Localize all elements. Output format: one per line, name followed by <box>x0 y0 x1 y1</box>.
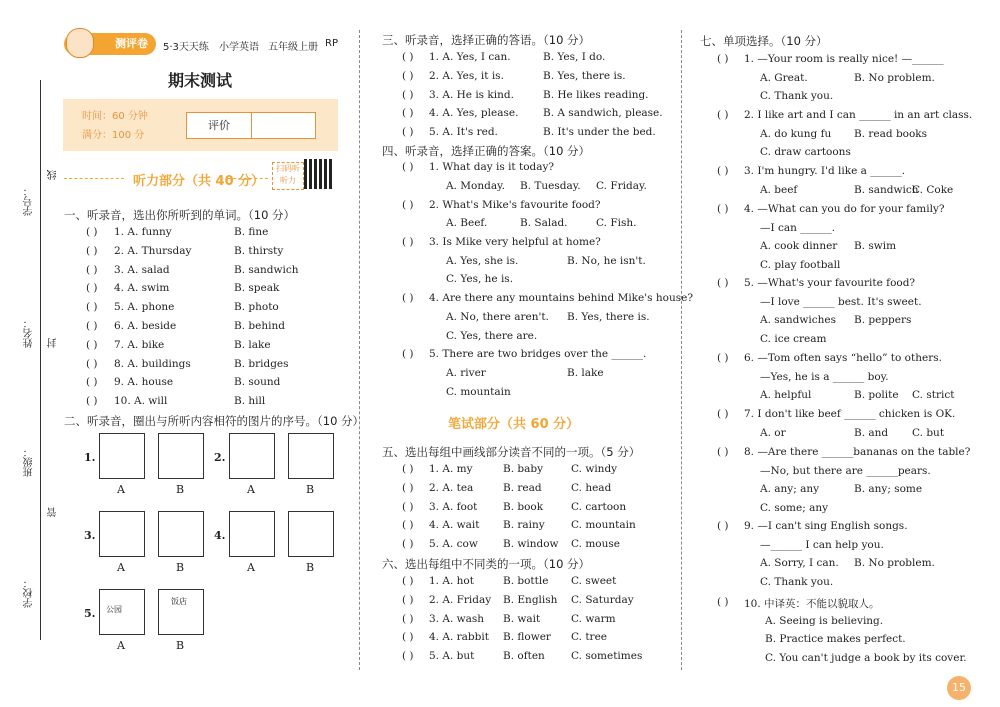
option: A. river <box>446 367 486 379</box>
option-line: C. some; any <box>760 502 829 515</box>
option: C. Yes, there are. <box>446 330 538 342</box>
binding-line <box>40 80 41 640</box>
option: B. Salad. <box>520 217 568 229</box>
option-line: C. You can't judge a book by its cover. <box>765 652 967 665</box>
name-label: 姓名： <box>24 318 35 348</box>
answer-paren[interactable]: ( ) <box>402 575 414 587</box>
page-title: 期末测试 <box>168 71 233 90</box>
question-text: 2. I like art and I can ______ in an art class. <box>744 109 973 121</box>
restaurant-sign: 饭店 <box>171 597 187 606</box>
school-label: 学校： <box>24 578 35 608</box>
option-c: C. warm <box>571 612 616 625</box>
answer-paren[interactable]: ( ) <box>402 481 414 494</box>
option: B. read books <box>854 127 928 140</box>
option: A. helpful <box>760 389 812 402</box>
option-c: C. sometimes <box>571 650 643 663</box>
answer-paren[interactable]: ( ) <box>86 282 98 295</box>
answer-paren[interactable]: ( ) <box>402 650 414 663</box>
restaurant-icon[interactable] <box>158 589 204 635</box>
option-line: A. Seeing is believing. <box>765 614 884 627</box>
option: A. cook dinner <box>760 240 838 253</box>
option-a: 6. A. beside <box>114 320 177 332</box>
header-subject: 小学英语 <box>219 42 259 53</box>
option-c: C. windy <box>571 463 618 475</box>
cut-line-mark: 线 <box>48 170 59 180</box>
option-a: 10. A. will <box>114 395 168 408</box>
answer-paren[interactable]: ( ) <box>402 519 414 532</box>
option-b: B. flower <box>503 631 551 644</box>
header-edition: RP <box>325 38 338 49</box>
option-b: B. rainy <box>503 519 545 532</box>
question-number: 5. <box>84 607 96 620</box>
option-line: C. Thank you. <box>760 576 834 589</box>
option-b: B. photo <box>234 301 279 314</box>
option-line: C. Thank you. <box>760 90 834 103</box>
choice-label: B <box>176 639 185 652</box>
section-5-title: 五、选出每组中画线部分读音不同的一项。（5 分） <box>382 445 641 459</box>
option: B. No, he isn't. <box>567 255 646 267</box>
question-text: 9. —I can't sing English songs. <box>744 520 908 532</box>
answer-paren[interactable]: ( ) <box>402 69 414 82</box>
column-divider <box>681 30 682 670</box>
option-a: 8. A. buildings <box>114 357 191 370</box>
option: A. No, there aren't. <box>446 311 549 323</box>
question-reply: —Yes, he is a ______ boy. <box>760 370 889 383</box>
option-a: 9. A. house <box>114 376 174 389</box>
answer-paren[interactable]: ( ) <box>86 376 98 389</box>
answer-paren[interactable]: ( ) <box>717 277 729 289</box>
option-a: 3. A. salad <box>114 263 170 276</box>
choice-label: A <box>117 561 125 574</box>
answer-paren[interactable]: ( ) <box>86 301 98 314</box>
option: B. peppers <box>854 314 912 327</box>
option: B. Yes, there is. <box>567 311 650 323</box>
park-icon[interactable] <box>99 589 145 635</box>
option: A. any; any <box>760 483 820 496</box>
option-b: B. He likes reading. <box>543 88 649 101</box>
answer-paren[interactable]: ( ) <box>717 352 729 364</box>
cake-icon[interactable] <box>158 433 204 479</box>
choice-label: A <box>247 561 255 574</box>
option: B. polite <box>854 389 899 402</box>
option: C. Yes, he is. <box>446 273 514 285</box>
answer-paren[interactable]: ( ) <box>402 161 414 173</box>
answer-paren[interactable]: ( ) <box>402 199 414 211</box>
section-3-title: 三、听录音，选择正确的答语。（10 分） <box>382 33 591 47</box>
answer-paren[interactable]: ( ) <box>717 53 729 65</box>
answer-paren[interactable]: ( ) <box>86 395 98 408</box>
girl-desk-icon[interactable] <box>229 433 275 479</box>
question-text: 7. I don't like beef ______ chicken is OK. <box>744 408 956 420</box>
option: C. Fish. <box>596 217 637 229</box>
option-b: B. bridges <box>234 357 289 370</box>
answer-paren[interactable]: ( ) <box>402 88 414 101</box>
answer-paren[interactable]: ( ) <box>402 126 414 139</box>
listening-title: 听力部分（共 40 分） <box>133 174 265 189</box>
answer-paren[interactable]: ( ) <box>717 408 729 420</box>
option: C. Coke <box>912 183 954 196</box>
option: C. mountain <box>446 386 511 398</box>
question-text: 10. 中译英：不能以貌取人。 <box>744 598 880 610</box>
answer-paren[interactable]: ( ) <box>86 357 98 370</box>
option-b: B. speak <box>234 282 280 295</box>
question-text: 6. —Tom often says “hello” to others. <box>744 352 942 364</box>
qr-code-icon[interactable] <box>304 159 334 189</box>
answer-paren[interactable]: ( ) <box>402 348 414 360</box>
answer-paren[interactable]: ( ) <box>86 320 98 332</box>
question-text: 3. I'm hungry. I'd like a ______. <box>744 165 906 177</box>
answer-paren[interactable]: ( ) <box>86 244 98 257</box>
time-info: 时间：60 分钟 <box>82 111 148 122</box>
answer-paren[interactable]: ( ) <box>717 520 729 532</box>
option-line: C. play football <box>760 259 841 272</box>
option-c: C. tree <box>571 631 608 644</box>
writing-title: 笔试部分（共 60 分） <box>448 417 580 432</box>
option-b: B. bottle <box>503 575 549 587</box>
question-text: 4. —What can you do for your family? <box>744 203 945 215</box>
option: B. swim <box>854 240 897 253</box>
option-a: 5. A. cow <box>429 538 478 551</box>
option: B. No problem. <box>854 71 935 84</box>
option-a: 3. A. foot <box>429 500 478 513</box>
option-b: B. Yes, there is. <box>543 69 626 82</box>
question-number: 1. <box>84 451 96 464</box>
option-line: C. ice cream <box>760 333 827 346</box>
question-number: 2. <box>214 451 226 464</box>
option: C. but <box>912 426 945 439</box>
seal-mark: 封 <box>48 338 59 348</box>
question-text: 4. Are there any mountains behind Mike's house? <box>429 292 693 304</box>
answer-paren[interactable]: ( ) <box>717 596 729 608</box>
option-a: 2. A. Friday <box>429 593 492 606</box>
option: C. strict <box>912 389 955 402</box>
option-a: 1. A. hot <box>429 575 474 587</box>
section-1-title: 一、听录音，选出你所听到的单词。（10 分） <box>64 208 296 222</box>
section-2-title: 二、听录音，圈出与所听内容相符的图片的序号。（10 分） <box>64 414 365 428</box>
question-number: 3. <box>84 529 96 542</box>
question-text: 1. —Your room is really nice! —______ <box>744 53 944 65</box>
option-b: B. read <box>503 481 542 494</box>
ball-cat-icon[interactable] <box>158 511 204 557</box>
answer-paren[interactable]: ( ) <box>402 236 414 248</box>
brand-label: 测评卷 <box>115 37 148 50</box>
section-7-title: 七、单项选择。（10 分） <box>700 34 828 48</box>
option-a: 2. A. tea <box>429 481 474 494</box>
option-a: 3. A. wash <box>429 612 485 625</box>
answer-paren[interactable]: ( ) <box>402 51 414 63</box>
option-b: B. A sandwich, please. <box>543 107 663 120</box>
question-text: 5. —What's your favourite food? <box>744 277 916 289</box>
option: B. sandwich <box>854 183 919 196</box>
question-number: 4. <box>214 529 226 542</box>
option-b: B. It's under the bed. <box>543 126 656 139</box>
option: A. Monday. <box>446 180 505 192</box>
header-grade: 五年级上册 <box>268 42 318 53</box>
option-b: B. sound <box>234 376 281 389</box>
column-divider <box>359 30 360 670</box>
answer-paren[interactable]: ( ) <box>86 263 98 276</box>
option: A. Sorry, I can. <box>760 557 839 570</box>
option-a: 5. A. but <box>429 650 475 663</box>
option-b: B. fine <box>234 226 269 238</box>
choice-label: B <box>176 561 185 574</box>
evaluation-box <box>186 112 316 139</box>
question-text: 8. —Are there ______bananas on the table? <box>744 446 971 458</box>
option-b: B. English <box>503 593 558 606</box>
option: A. beef <box>760 183 798 196</box>
option: B. No problem. <box>854 557 935 570</box>
answer-paren[interactable]: ( ) <box>402 631 414 644</box>
option: A. do kung fu <box>760 127 832 140</box>
option-a: 4. A. Yes, please. <box>429 107 519 120</box>
option-a: 4. A. rabbit <box>429 631 489 644</box>
option-a: 4. A. wait <box>429 519 480 532</box>
option-a: 1. A. my <box>429 463 473 475</box>
option: B. and <box>854 426 889 439</box>
option-c: C. Saturday <box>571 593 634 606</box>
question-text: 2. What's Mike's favourite food? <box>429 199 601 211</box>
answer-paren[interactable]: ( ) <box>717 203 729 215</box>
option: A. sandwiches <box>760 314 836 327</box>
option-a: 2. A. Thursday <box>114 244 192 257</box>
noodles-icon[interactable] <box>99 433 145 479</box>
answer-paren[interactable]: ( ) <box>402 463 414 475</box>
option-line: B. Practice makes perfect. <box>765 633 906 646</box>
option-a: 4. A. swim <box>114 282 170 295</box>
mascot-icon <box>66 28 94 58</box>
class-label: 班级： <box>24 447 35 477</box>
girl-icon[interactable] <box>288 511 334 557</box>
answer-paren[interactable]: ( ) <box>86 338 98 351</box>
option-b: B. sandwich <box>234 263 299 276</box>
option: B. any; some <box>854 483 923 496</box>
option-b: B. behind <box>234 320 285 332</box>
option-b: B. baby <box>503 463 544 475</box>
choice-label: B <box>176 483 185 496</box>
question-text: 1. What day is it today? <box>429 161 555 173</box>
boy-icon[interactable] <box>229 511 275 557</box>
question-text: 5. There are two bridges over the ______. <box>429 348 647 360</box>
option-b: B. wait <box>503 612 541 625</box>
question-text: 3. Is Mike very helpful at home? <box>429 236 601 248</box>
option-b: B. lake <box>234 338 271 351</box>
park-sign: 公园 <box>106 605 122 614</box>
option: B. Tuesday. <box>520 180 581 192</box>
option: C. Friday. <box>596 180 647 192</box>
answer-paren[interactable]: ( ) <box>717 165 729 177</box>
answer-paren[interactable]: ( ) <box>402 107 414 120</box>
answer-paren[interactable]: ( ) <box>402 500 414 513</box>
section-4-title: 四、听录音，选择正确的答案。（10 分） <box>382 144 591 158</box>
option-a: 5. A. phone <box>114 301 175 314</box>
answer-paren[interactable]: ( ) <box>86 226 98 238</box>
question-reply: —I love ______ best. It's sweet. <box>760 295 922 308</box>
score-info: 满分：100 分 <box>82 130 145 141</box>
option-b: B. thirsty <box>234 244 284 257</box>
page-number: 15 <box>947 676 971 700</box>
option-b: B. often <box>503 650 545 663</box>
header-series: 5·3天天练 <box>163 42 209 53</box>
answer-paren[interactable]: ( ) <box>402 612 414 625</box>
dog-ball-icon[interactable] <box>99 511 145 557</box>
option-c: C. mouse <box>571 538 620 551</box>
scan-note: 扫码听听力 <box>272 162 304 190</box>
section-6-title: 六、选出每组中不同类的一项。（10 分） <box>382 557 591 571</box>
answer-paren[interactable]: ( ) <box>402 538 414 551</box>
option-b: B. window <box>503 538 559 551</box>
option-c: C. cartoon <box>571 500 627 513</box>
boy-desk-icon[interactable] <box>288 433 334 479</box>
choice-label: A <box>247 483 255 496</box>
choice-label: B <box>306 561 315 574</box>
option-b: B. Yes, I do. <box>543 51 606 63</box>
answer-paren[interactable]: ( ) <box>402 292 414 304</box>
option: A. Beef. <box>446 217 488 229</box>
evaluation-label: 评价 <box>187 113 252 138</box>
option-line: C. draw cartoons <box>760 146 851 159</box>
choice-label: A <box>117 483 125 496</box>
tube-mark: 管 <box>48 507 59 517</box>
option-a: 1. A. Yes, I can. <box>429 51 511 63</box>
answer-paren[interactable]: ( ) <box>402 593 414 606</box>
choice-label: A <box>117 639 125 652</box>
question-reply: —No, but there are ______pears. <box>760 464 931 477</box>
option-a: 1. A. funny <box>114 226 172 238</box>
option: A. Yes, she is. <box>446 255 519 267</box>
answer-paren[interactable]: ( ) <box>717 109 729 121</box>
student-no-label: 学号： <box>24 186 35 216</box>
option-b: B. hill <box>234 395 266 408</box>
question-reply: —I can ______. <box>760 221 836 234</box>
option-b: B. book <box>503 500 544 513</box>
answer-paren[interactable]: ( ) <box>717 446 729 458</box>
option-c: C. sweet <box>571 575 617 587</box>
option-a: 3. A. He is kind. <box>429 88 514 101</box>
option: A. or <box>760 426 786 439</box>
choice-label: B <box>306 483 315 496</box>
option: B. lake <box>567 367 604 379</box>
option: A. Great. <box>760 71 808 84</box>
question-reply: —______ I can help you. <box>760 538 884 551</box>
option-a: 5. A. It's red. <box>429 126 498 139</box>
option-c: C. head <box>571 481 612 494</box>
option-a: 2. A. Yes, it is. <box>429 69 504 82</box>
option-c: C. mountain <box>571 519 636 532</box>
option-a: 7. A. bike <box>114 338 165 351</box>
